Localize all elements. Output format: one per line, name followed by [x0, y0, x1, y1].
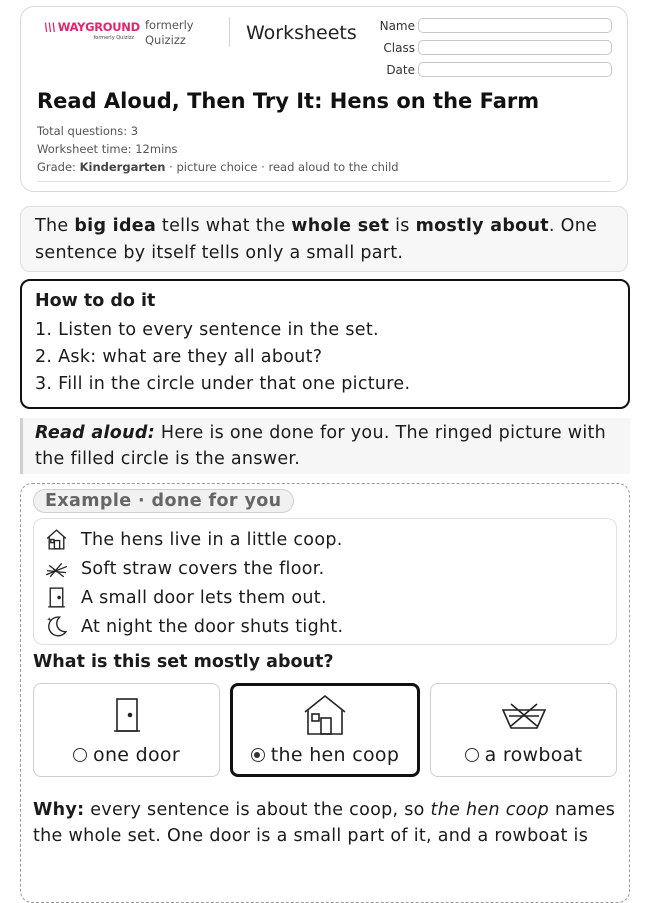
- example-tag: Example · done for you: [33, 489, 294, 513]
- worksheet-time: Worksheet time: 12mins: [37, 142, 178, 156]
- choice-hen-coop[interactable]: [230, 683, 420, 777]
- field-row-date: [361, 61, 621, 83]
- rowboat-icon: [501, 702, 547, 734]
- formerly-line-2: Quizizz: [145, 33, 186, 47]
- hen-coop-icon: [303, 694, 347, 736]
- worksheet-header: [20, 6, 628, 192]
- list-item: [44, 612, 606, 641]
- brand-logo-text: WAYGROUND: [57, 20, 140, 34]
- list-item: [44, 525, 606, 554]
- why-label: Why:: [33, 800, 85, 820]
- header-divider: [229, 17, 230, 47]
- big-idea-box: [20, 206, 628, 272]
- how-to-step-2: 2. Ask: what are they all about?: [35, 347, 323, 367]
- how-to-box: [20, 279, 630, 409]
- brand-subtitle: formerly Quizizz: [93, 35, 134, 41]
- sentence-list: [33, 518, 617, 645]
- field-row-class: [361, 39, 621, 61]
- sentence-text: The hens live in a little coop.: [81, 529, 343, 550]
- sentence-text: Soft straw covers the floor.: [81, 558, 325, 579]
- brand-logo: [44, 20, 140, 41]
- worksheet-meta: [37, 122, 399, 176]
- grade-value: Kindergarten: [79, 160, 166, 174]
- read-aloud-text: Here is one done for you. The ringed picture with the filled circle is the answer.: [35, 423, 607, 469]
- how-to-step-3: 3. Fill in the circle under that one picture.: [35, 374, 411, 394]
- how-to-step-1: 1. Listen to every sentence in the set.: [35, 320, 379, 340]
- read-aloud-label: Read aloud:: [35, 423, 156, 443]
- big-idea-text-2: tells what the: [156, 216, 292, 236]
- why-text-2: names the whole set. One door is a small part of it, and a rowboat is: [33, 800, 616, 846]
- sentence-text: A small door lets them out.: [81, 587, 327, 608]
- grade-prefix: Grade:: [37, 160, 80, 174]
- choice-label: one door: [34, 744, 219, 766]
- radio-button-selected[interactable]: [251, 748, 265, 762]
- why-explanation: [33, 797, 618, 849]
- header-rule: [37, 181, 611, 182]
- moon-icon: [44, 614, 69, 639]
- date-field[interactable]: [418, 62, 612, 77]
- grade-suffix: · picture choice · read aloud to the child: [165, 160, 399, 174]
- name-field[interactable]: [418, 18, 612, 33]
- field-row-name: [361, 17, 621, 39]
- whole-set-term: whole set: [291, 216, 390, 236]
- door-icon: [112, 697, 142, 733]
- section-title: Worksheets: [246, 22, 357, 44]
- radio-button[interactable]: [465, 748, 479, 762]
- why-text-1: every sentence is about the coop, so: [84, 800, 431, 820]
- choice-label: the hen coop: [233, 744, 417, 766]
- name-label: Name: [379, 19, 415, 33]
- how-to-title: How to do it: [35, 291, 156, 311]
- door-icon: [44, 585, 69, 610]
- house-icon: [44, 527, 69, 552]
- why-italic: the hen coop: [430, 800, 550, 820]
- big-idea-term: big idea: [74, 216, 157, 236]
- read-aloud-note: [20, 418, 630, 474]
- big-idea-text-1: The: [35, 216, 75, 236]
- mostly-about-term: mostly about: [415, 216, 549, 236]
- list-item: [44, 554, 606, 583]
- total-questions: Total questions: 3: [37, 124, 139, 138]
- page-title: Read Aloud, Then Try It: Hens on the Farm: [37, 89, 540, 113]
- formerly-line-1: formerly: [145, 18, 194, 32]
- straw-icon: [44, 556, 69, 581]
- big-idea-text-4: . One sentence by itself tells only a small part.: [35, 216, 598, 263]
- big-idea-text-3: is: [389, 216, 416, 236]
- choice-label: a rowboat: [431, 744, 616, 766]
- example-section: [20, 483, 630, 903]
- radio-button[interactable]: [73, 748, 87, 762]
- question-prompt: What is this set mostly about?: [33, 652, 334, 672]
- grade-line: [37, 158, 399, 176]
- brand-mark-icon: \\\: [44, 20, 56, 34]
- list-item: [44, 583, 606, 612]
- class-label: Class: [383, 41, 415, 55]
- formerly-note: [145, 18, 194, 48]
- class-field[interactable]: [418, 40, 612, 55]
- sentence-text: At night the door shuts tight.: [81, 616, 344, 637]
- date-label: Date: [386, 63, 415, 77]
- choice-one-door[interactable]: [33, 683, 220, 777]
- student-fields: [361, 17, 621, 83]
- choice-rowboat[interactable]: [430, 683, 617, 777]
